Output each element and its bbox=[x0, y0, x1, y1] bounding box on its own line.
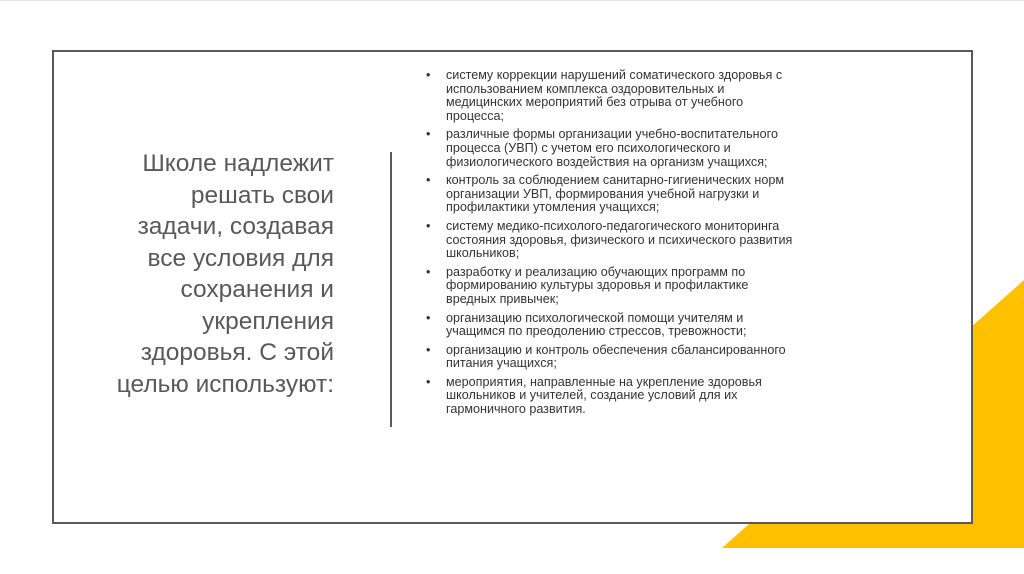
slide-title bbox=[110, 148, 334, 400]
bullet-dot-icon: • bbox=[426, 68, 431, 82]
list-item-line: питания учащихся; bbox=[446, 356, 557, 371]
list-item-line: формированию культуры здоровья и профилактике bbox=[446, 278, 749, 293]
list-item bbox=[426, 128, 866, 169]
list-item-line: профилактики утомления учащихся; bbox=[446, 200, 660, 215]
list-item bbox=[426, 344, 866, 371]
list-item-line: физиологического воздействия на организм учащихся; bbox=[446, 154, 768, 169]
list-item-line: контроль за соблюдением санитарно-гигиенических норм bbox=[446, 173, 785, 188]
title-line: здоровья. С этой bbox=[140, 339, 334, 366]
bullet-dot-icon: • bbox=[426, 310, 431, 325]
list-item-line: организации УВП, формирования учебной нагрузки и bbox=[446, 186, 760, 201]
bullet-dot-icon: • bbox=[426, 342, 431, 357]
list-item-line: различные формы организации учебно-воспитательного bbox=[446, 127, 778, 142]
list-item-line: состояния здоровья, физического и психического развития bbox=[446, 232, 793, 247]
list-item bbox=[426, 266, 866, 307]
title-line: сохранения и bbox=[180, 276, 334, 303]
list-item-line: организацию и контроль обеспечения сбалансированного bbox=[446, 342, 786, 357]
list-item-line: разработку и реализацию обучающих программ по bbox=[446, 264, 746, 279]
list-item-line: мероприятия, направленные на укрепление здоровья bbox=[446, 374, 762, 389]
bullet-dot-icon: • bbox=[426, 127, 431, 142]
list-item-line: систему медико-психолого-педагогического мониторинга bbox=[446, 218, 780, 233]
list-item-line: медицинских мероприятий без отрыва от учебного bbox=[446, 95, 744, 110]
list-item-line: процесса (УВП) с учетом его психологического и bbox=[446, 140, 731, 155]
list-item-line: использованием комплекса оздоровительных и bbox=[446, 81, 725, 96]
bullet-dot-icon: • bbox=[426, 173, 431, 188]
bullet-list bbox=[426, 69, 866, 422]
bullet-dot-icon: • bbox=[426, 218, 431, 233]
bullet-dot-icon: • bbox=[426, 264, 431, 279]
title-line: Школе надлежит bbox=[142, 150, 334, 177]
title-line: задачи, создавая bbox=[137, 213, 334, 240]
list-item-line: учащимся по преодолению стрессов, тревожности; bbox=[446, 324, 747, 339]
list-item bbox=[426, 376, 866, 417]
list-item-line: школьников; bbox=[446, 246, 520, 261]
list-item bbox=[426, 174, 866, 215]
list-item-line: вредных привычек; bbox=[446, 291, 559, 306]
list-item bbox=[426, 312, 866, 339]
list-item bbox=[426, 220, 866, 261]
bullet-dot-icon: • bbox=[426, 374, 431, 389]
list-item-line: школьников и учителей, создание условий для их bbox=[446, 388, 738, 403]
title-line: целью используют: bbox=[116, 370, 334, 398]
vertical-divider bbox=[390, 152, 392, 427]
list-item-line: системy коррекции нарушений соматического здоровья с bbox=[446, 68, 783, 82]
list-item-line: гармоничного развития. bbox=[446, 402, 586, 417]
list-item-line: организацию психологической помощи учителям и bbox=[446, 310, 744, 325]
title-line: решать свои bbox=[190, 181, 334, 209]
title-line: все условия для bbox=[147, 244, 334, 272]
title-line: укрепления bbox=[202, 307, 334, 335]
list-item bbox=[426, 69, 866, 123]
list-item-line: процесса; bbox=[446, 108, 505, 123]
